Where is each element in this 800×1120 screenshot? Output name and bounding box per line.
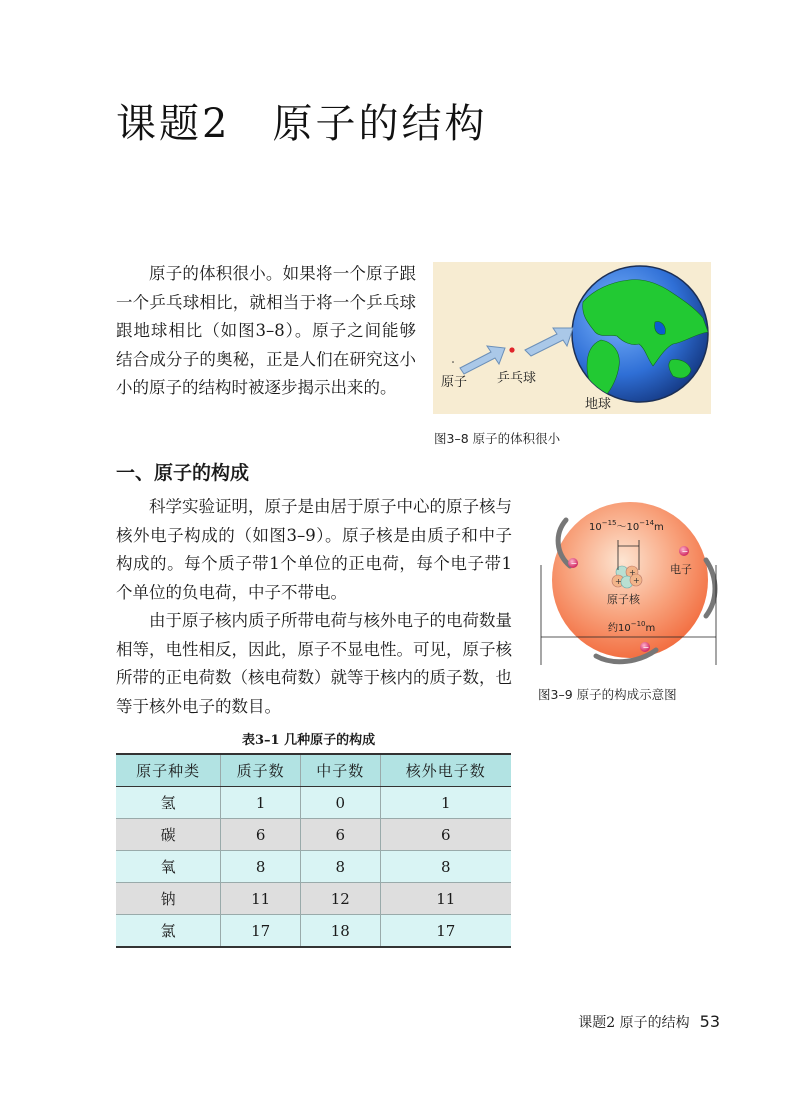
- table-header-row: [116, 754, 511, 787]
- svg-text:+: +: [615, 577, 622, 586]
- col-atom-type: 原子种类: [116, 754, 221, 787]
- table-row: 氢 1 0 1: [116, 787, 511, 819]
- lesson-title: 原子的结构: [272, 101, 488, 147]
- label-electron: 电子: [670, 563, 692, 576]
- intro-text: 原子的体积很小。如果将一个原子跟一个乒乓球相比，就相当于将一个乒乓球跟地球相比（如图3–8）。原子之间能够结合成分子的奥秘，正是人们在研究这小小的原子的结构时被逐步揭示出来的。: [116, 264, 416, 397]
- table-row: 氧 8 8 8: [116, 851, 511, 883]
- table-row: 钠 11 12 11: [116, 883, 511, 915]
- atom-size-label: 约$10^{-10}m$: [608, 620, 656, 634]
- page-footer: [578, 1012, 720, 1032]
- section-body: [116, 493, 512, 721]
- section-paragraph-2: 由于原子核内质子所带电荷与核外电子的电荷数量相等，电性相反，因此，原子不显电性。可见，原子核所带的正电荷数（核电荷数）就等于核内的质子数，也等于核外电子的数目。: [116, 611, 512, 716]
- svg-text:+: +: [633, 576, 640, 585]
- atom-dot: [452, 361, 454, 363]
- nucleus: [612, 566, 642, 588]
- col-electrons: 核外电子数: [380, 754, 511, 787]
- page-title: [116, 92, 487, 149]
- col-protons: 质子数: [221, 754, 301, 787]
- label-pingpong: 乒乓球: [497, 371, 537, 386]
- figure-3-9-caption: 图3–9 原子的构成示意图: [538, 687, 677, 702]
- pingpong-ball: [509, 347, 514, 352]
- svg-text:−: −: [681, 547, 689, 556]
- atom-composition-table: [116, 753, 511, 948]
- nucleus-size-label: $10^{-15}\sim 10^{-14}m$: [589, 519, 664, 533]
- svg-text:+: +: [629, 568, 636, 577]
- table-row: 氯 17 18 17: [116, 915, 511, 948]
- lesson-number: 课题2: [116, 101, 231, 147]
- col-neutrons: 中子数: [300, 754, 380, 787]
- section-heading: 一、原子的构成: [116, 462, 250, 484]
- earth-globe: [572, 266, 708, 402]
- section-paragraph-1: 科学实验证明，原子是由居于原子中心的原子核与核外电子构成的（如图3–9）。原子核是由质子和中子构成的。每个质子带1个单位的正电荷，每个电子带1个单位的负电荷，中子不带电。: [116, 497, 512, 602]
- svg-text:−: −: [642, 643, 650, 652]
- svg-text:−: −: [570, 559, 578, 568]
- label-earth: 地球: [585, 397, 612, 412]
- figure-atom-size: [433, 262, 711, 414]
- figure-atom-structure: [536, 500, 724, 672]
- table-caption: 表3–1 几种原子的构成: [242, 733, 376, 748]
- label-nucleus: 原子核: [607, 593, 640, 606]
- page-number: 53: [699, 1012, 720, 1031]
- table-row: 碳 6 6 6: [116, 819, 511, 851]
- footer-title: 课题2 原子的结构: [578, 1015, 690, 1031]
- figure-3-8-caption: 图3–8 原子的体积很小: [434, 431, 561, 446]
- intro-paragraph: [116, 260, 416, 403]
- label-atom: 原子: [441, 375, 468, 390]
